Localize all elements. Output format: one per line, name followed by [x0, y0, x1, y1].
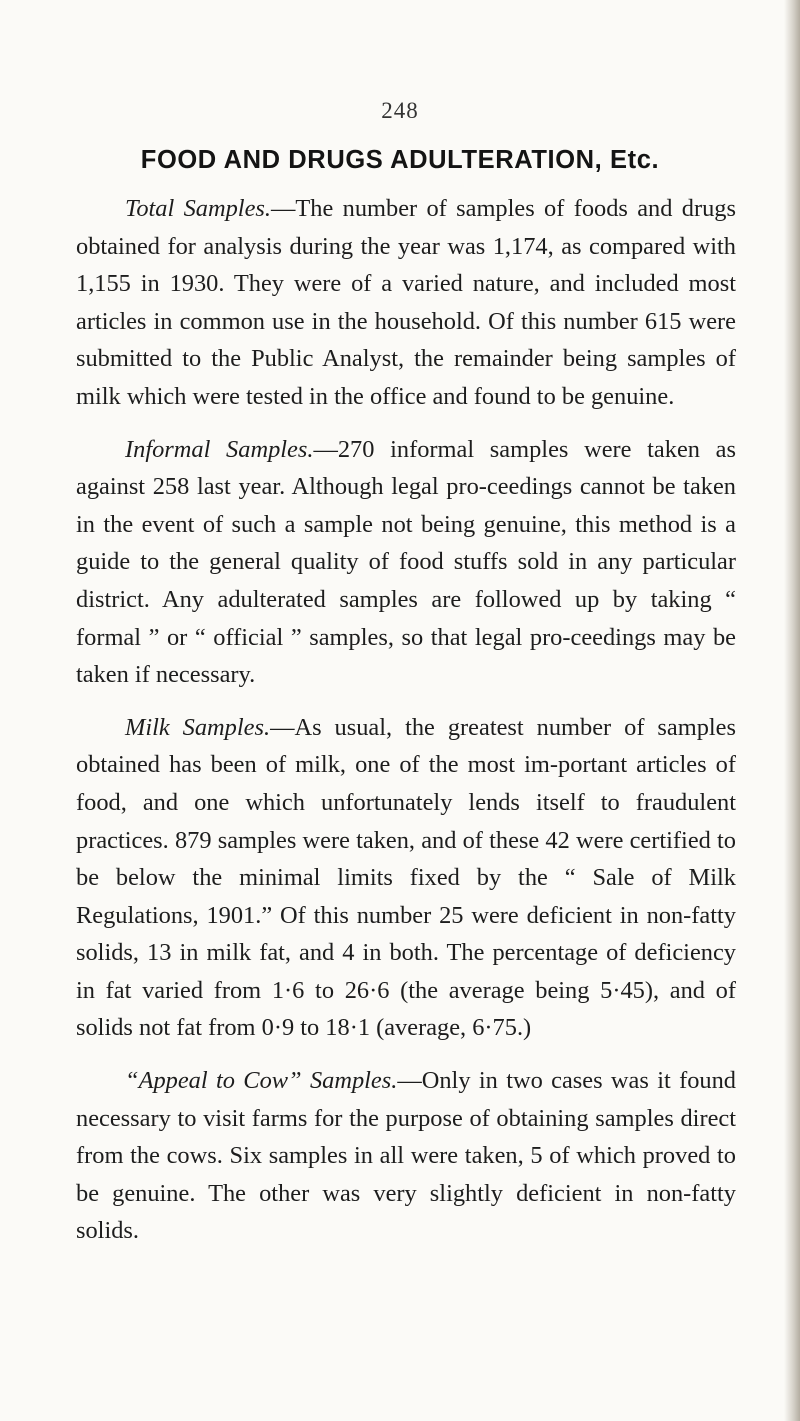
paragraph-total-samples [76, 190, 736, 416]
paragraph-title: Informal Samples. [125, 435, 314, 463]
paragraph-appeal-to-cow-samples [76, 1062, 736, 1250]
paragraph-milk-samples [76, 709, 736, 1047]
page-number: 248 [381, 98, 419, 123]
paragraph-title: “Appeal to Cow” Samples. [125, 1067, 398, 1095]
page-edge-shadow [784, 0, 800, 1421]
paragraph-title: Milk Samples. [125, 713, 271, 741]
paragraph-text: —270 informal samples were taken as against 258 last year. Although legal pro-ceedings cannot be taken in the event of such a sample not being genuine, this method is a guide to the general quality of food stuffs sold in any particular district. Any adulterated samples are followed up by taking “ formal ” or “ official ” samples, so that legal pro-ceedings may be taken if necessary. [76, 435, 736, 689]
page-heading: FOOD AND DRUGS ADULTERATION, Etc. [140, 146, 660, 174]
paragraph-text: —Only in two cases was it found necessary to visit farms for the purpose of obtaining samples direct from the cows. Six samples in all were taken, 5 of which proved to be genuine. The other was very slightly deficient in non-fatty solids. [76, 1067, 737, 1245]
paragraph-title: Total Samples. [125, 195, 271, 222]
paragraph-informal-samples [76, 431, 736, 694]
paragraph-text: —The number of samples of foods and drugs obtained for analysis during the year was 1,174, as compared with 1,155 in 1930. They were of a varied nature, and included most articles in common use in the household. Of this number 615 were submitted to the Public Analyst, the remainder being samples of milk which were tested in the office and found to be genuine. [76, 195, 736, 410]
body-text [76, 190, 736, 1265]
paragraph-text: —As usual, the greatest number of samples obtained has been of milk, one of the most im-portant articles of food, and one which unfortunately lends itself to fraudulent practices. 879 samples were taken, and of these 42 were certified to be below the minimal limits fixed by the “ Sale of Milk Regulations, 1901.” Of this number 25 were deficient in non-fatty solids, 13 in milk fat, and 4 in both. The percentage of deficiency in fat varied from 1·6 to 26·6 (the average being 5·45), and of solids not fat from 0·9 to 18·1 (average, 6·75.) [76, 713, 736, 1042]
